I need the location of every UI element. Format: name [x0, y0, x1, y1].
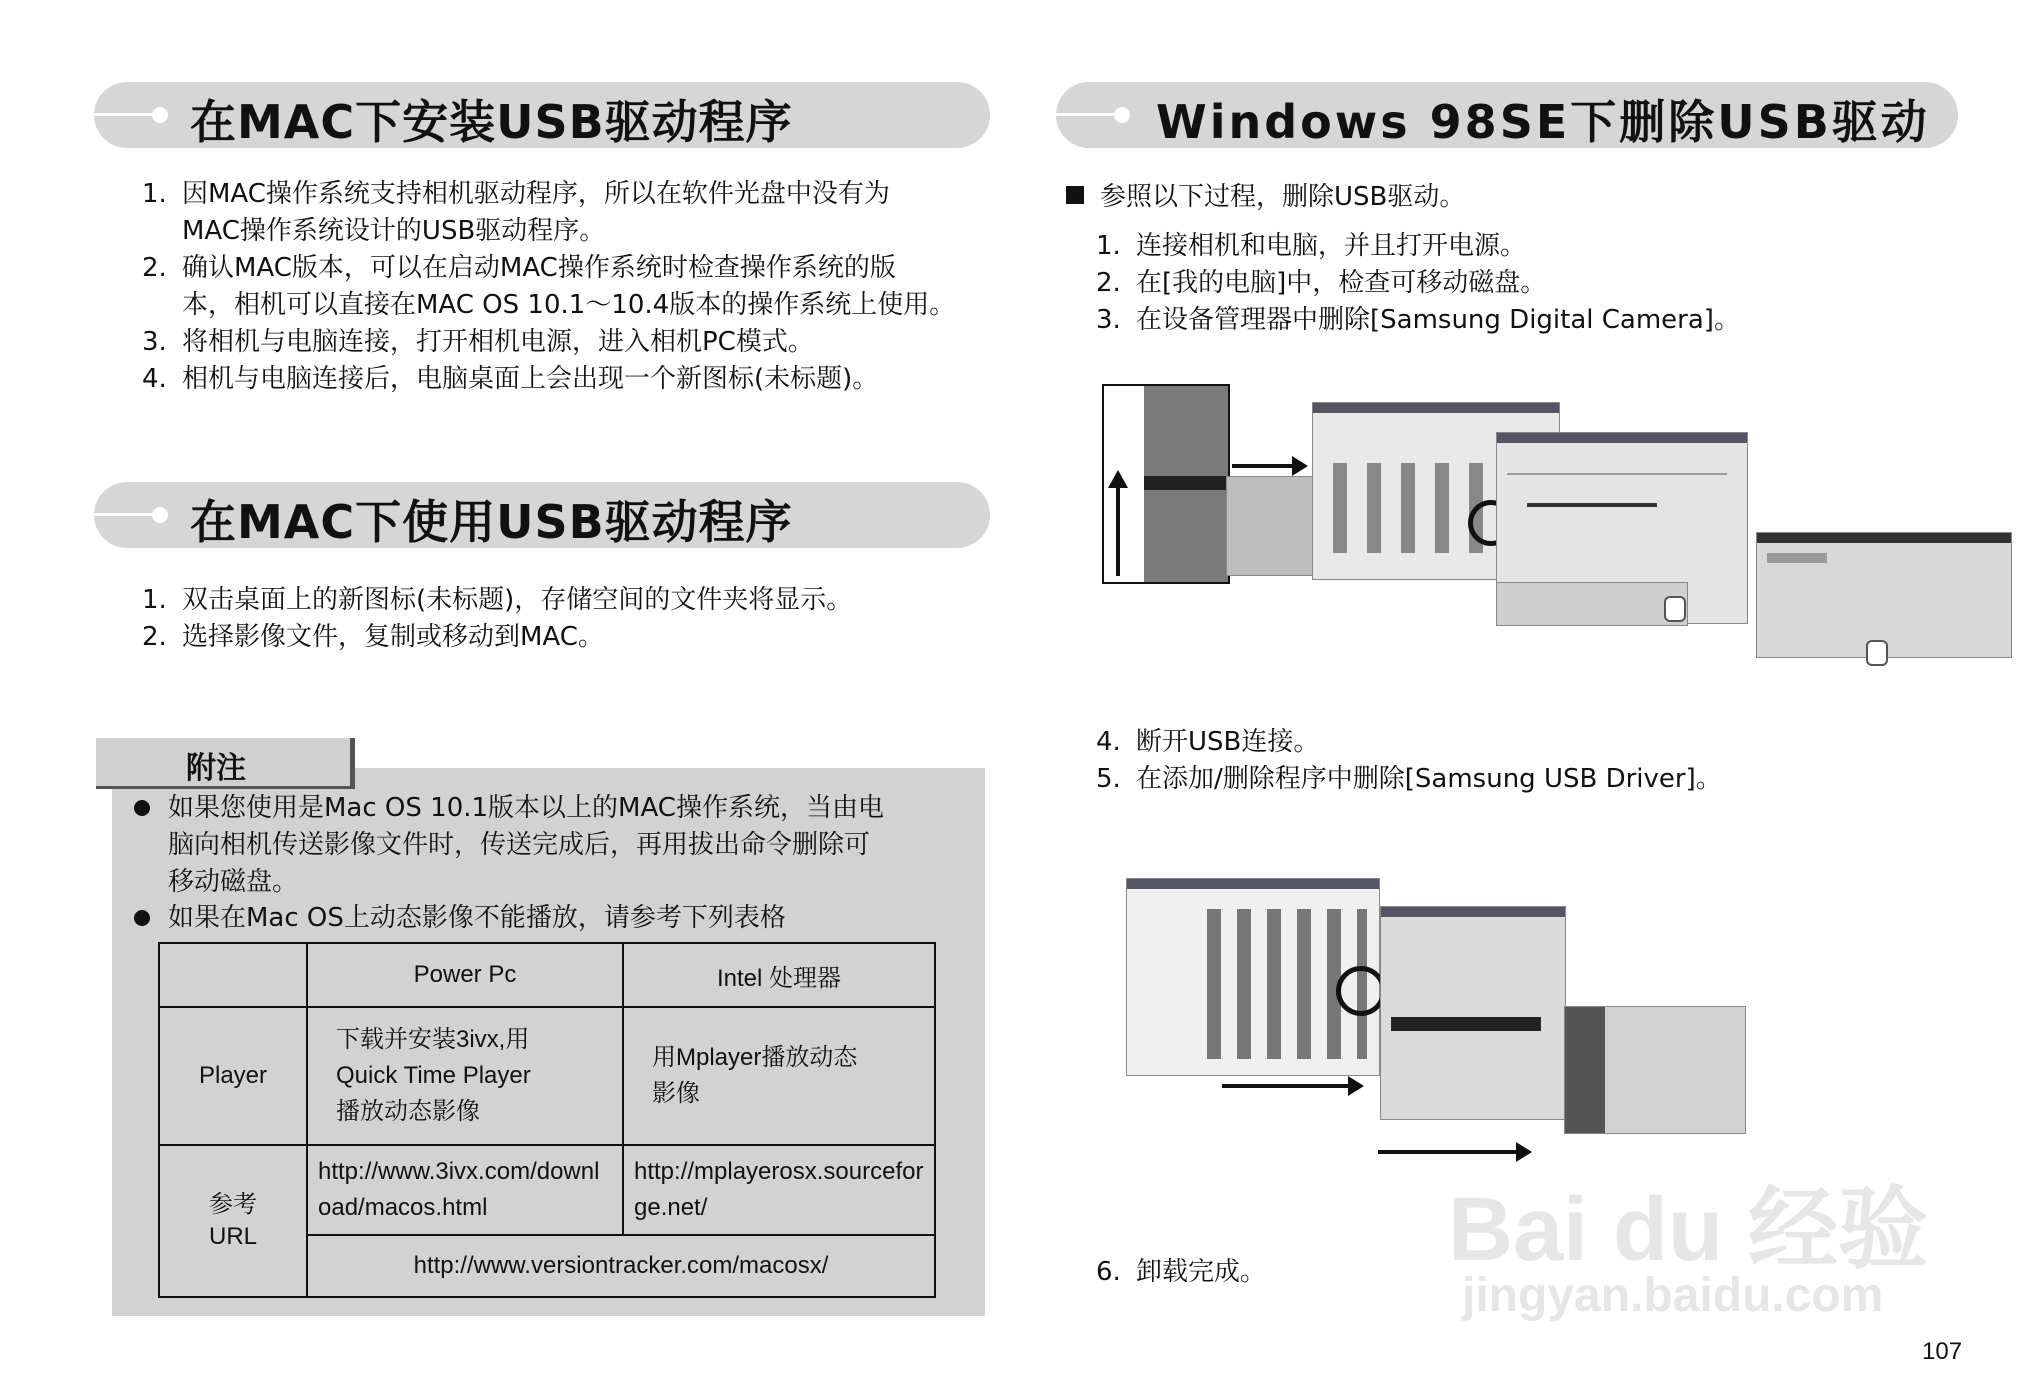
section-header-mac-use: [94, 482, 990, 548]
compatibility-table: [158, 942, 936, 1298]
header-dot-decoration: [152, 507, 168, 523]
note-text: 如果在Mac OS上动态影像不能播放，请参考下列表格: [168, 903, 786, 933]
step-number: 3.: [142, 327, 167, 357]
cell-line: 用Mplayer播放动态: [652, 1044, 858, 1071]
step-text: 连接相机和电脑，并且打开电源。: [1136, 231, 1527, 261]
header-dot-decoration: [1114, 107, 1130, 123]
step-text: 断开USB连接。: [1136, 727, 1320, 757]
section-title: 在MAC下使用USB驱动程序: [190, 495, 793, 549]
highlight-circle: [1336, 966, 1386, 1016]
intro-text: 参照以下过程，删除USB驱动。: [1100, 182, 1466, 212]
url-link[interactable]: oad/macos.html: [318, 1194, 488, 1221]
arrow-right-icon: [1222, 1084, 1350, 1088]
screenshot-control-panel-bottom: [1496, 582, 1688, 626]
step-text: 相机与电脑连接后，电脑桌面上会出现一个新图标(未标题)。: [182, 364, 879, 394]
table-header-cell: Power Pc: [307, 943, 623, 1007]
note-line: 脑向相机传送影像文件时，传送完成后，再用拔出命令删除可: [168, 830, 871, 860]
step-number: 4.: [142, 364, 167, 394]
section-header-win98-remove: [1056, 82, 1958, 148]
baidu-watermark-url: jingyan.baidu.com: [1462, 1269, 1884, 1322]
bullet-icon: [134, 910, 150, 926]
section-title: 在MAC下安装USB驱动程序: [190, 95, 793, 149]
intro-line: [1066, 176, 1465, 213]
url-link[interactable]: http://www.versiontracker.com/macosx/: [307, 1235, 935, 1297]
table-cell: [307, 1007, 623, 1145]
section-header-mac-install: [94, 82, 990, 148]
step-number: 1.: [142, 585, 167, 615]
table-cell: [307, 1145, 623, 1235]
note-label-tab: [96, 738, 355, 789]
screenshot-desktop: [1102, 384, 1230, 584]
table-cell: [623, 1007, 935, 1145]
header-dot-decoration: [152, 107, 168, 123]
square-bullet-icon: [1066, 186, 1084, 204]
step-number: 5.: [1096, 764, 1121, 794]
url-link[interactable]: http://mplayerosx.sourcefor: [634, 1158, 924, 1185]
step-text: 本，相机可以直接在MAC OS 10.1～10.4版本的操作系统上使用。: [182, 290, 956, 320]
step-text: 双击桌面上的新图标(未标题)，存储空间的文件夹将显示。: [182, 585, 853, 615]
step-text: 卸载完成。: [1136, 1257, 1267, 1287]
step-text: 在[我的电脑]中，检查可移动磁盘。: [1136, 268, 1547, 298]
step-text: 在添加/删除程序中删除[Samsung USB Driver]。: [1136, 764, 1722, 794]
step-text: 在设备管理器中删除[Samsung Digital Camera]。: [1136, 305, 1740, 335]
step-number: 1.: [1096, 231, 1121, 261]
note-label: 附注: [186, 751, 246, 786]
step-number: 1.: [142, 179, 167, 209]
cell-line: 播放动态影像: [336, 1098, 480, 1125]
step-number: 2.: [142, 622, 167, 652]
arrow-right-icon: [1378, 1150, 1518, 1154]
step-number: 2.: [142, 253, 167, 283]
cell-line: 下载并安装3ivx,用: [336, 1026, 530, 1053]
step-number: 4.: [1096, 727, 1121, 757]
step-number: 6.: [1096, 1257, 1121, 1287]
arrow-right-icon: [1232, 464, 1294, 468]
cursor-hand-icon: [1664, 596, 1686, 622]
url-link[interactable]: ge.net/: [634, 1194, 708, 1221]
table-corner-cell: [159, 943, 307, 1007]
step-number: 3.: [1096, 305, 1121, 335]
note-text: [168, 790, 884, 901]
table-cell: [623, 1145, 935, 1235]
header-line-decoration: [94, 513, 154, 516]
cell-line: Quick Time Player: [336, 1062, 531, 1089]
table-header-cell: Intel 处理器: [623, 943, 935, 1007]
arrow-up-head: [1108, 470, 1128, 488]
step-text: 选择影像文件，复制或移动到MAC。: [182, 622, 604, 652]
cell-line: URL: [208, 1223, 257, 1250]
header-line-decoration: [94, 113, 154, 116]
note-line: 移动磁盘。: [168, 867, 299, 897]
bullet-icon: [134, 800, 150, 816]
cursor-hand-icon: [1866, 640, 1888, 666]
cell-line: 参考: [209, 1191, 257, 1218]
step-text: 确认MAC版本，可以在启动MAC操作系统时检查操作系统的版: [182, 253, 896, 283]
step-text: 因MAC操作系统支持相机驱动程序，所以在软件光盘中没有为: [182, 179, 890, 209]
header-line-decoration: [1056, 113, 1116, 116]
table-row-label: [159, 1145, 307, 1297]
baidu-watermark-logo: Bai du 经验: [1448, 1180, 1929, 1280]
screenshot-control-panel-left: [1226, 476, 1314, 576]
url-link[interactable]: http://www.3ivx.com/downl: [318, 1158, 600, 1185]
screenshot-confirm-dialog: [1756, 532, 2012, 658]
note-line: 如果您使用是Mac OS 10.1版本以上的MAC操作系统，当由电: [168, 793, 884, 823]
table-row-label: Player: [159, 1007, 307, 1145]
page-number: 107: [1922, 1338, 1963, 1365]
step-text: 将相机与电脑连接，打开相机电源，进入相机PC模式。: [182, 327, 814, 357]
screenshot-uninstall-dialog: [1564, 1006, 1746, 1134]
step-number: 2.: [1096, 268, 1121, 298]
section-title: Windows 98SE下删除USB驱动: [1156, 95, 1930, 149]
cell-line: 影像: [652, 1080, 700, 1107]
screenshot-add-remove-programs: [1380, 906, 1566, 1120]
step-text: MAC操作系统设计的USB驱动程序。: [182, 216, 606, 246]
arrow-up-icon: [1116, 486, 1120, 576]
